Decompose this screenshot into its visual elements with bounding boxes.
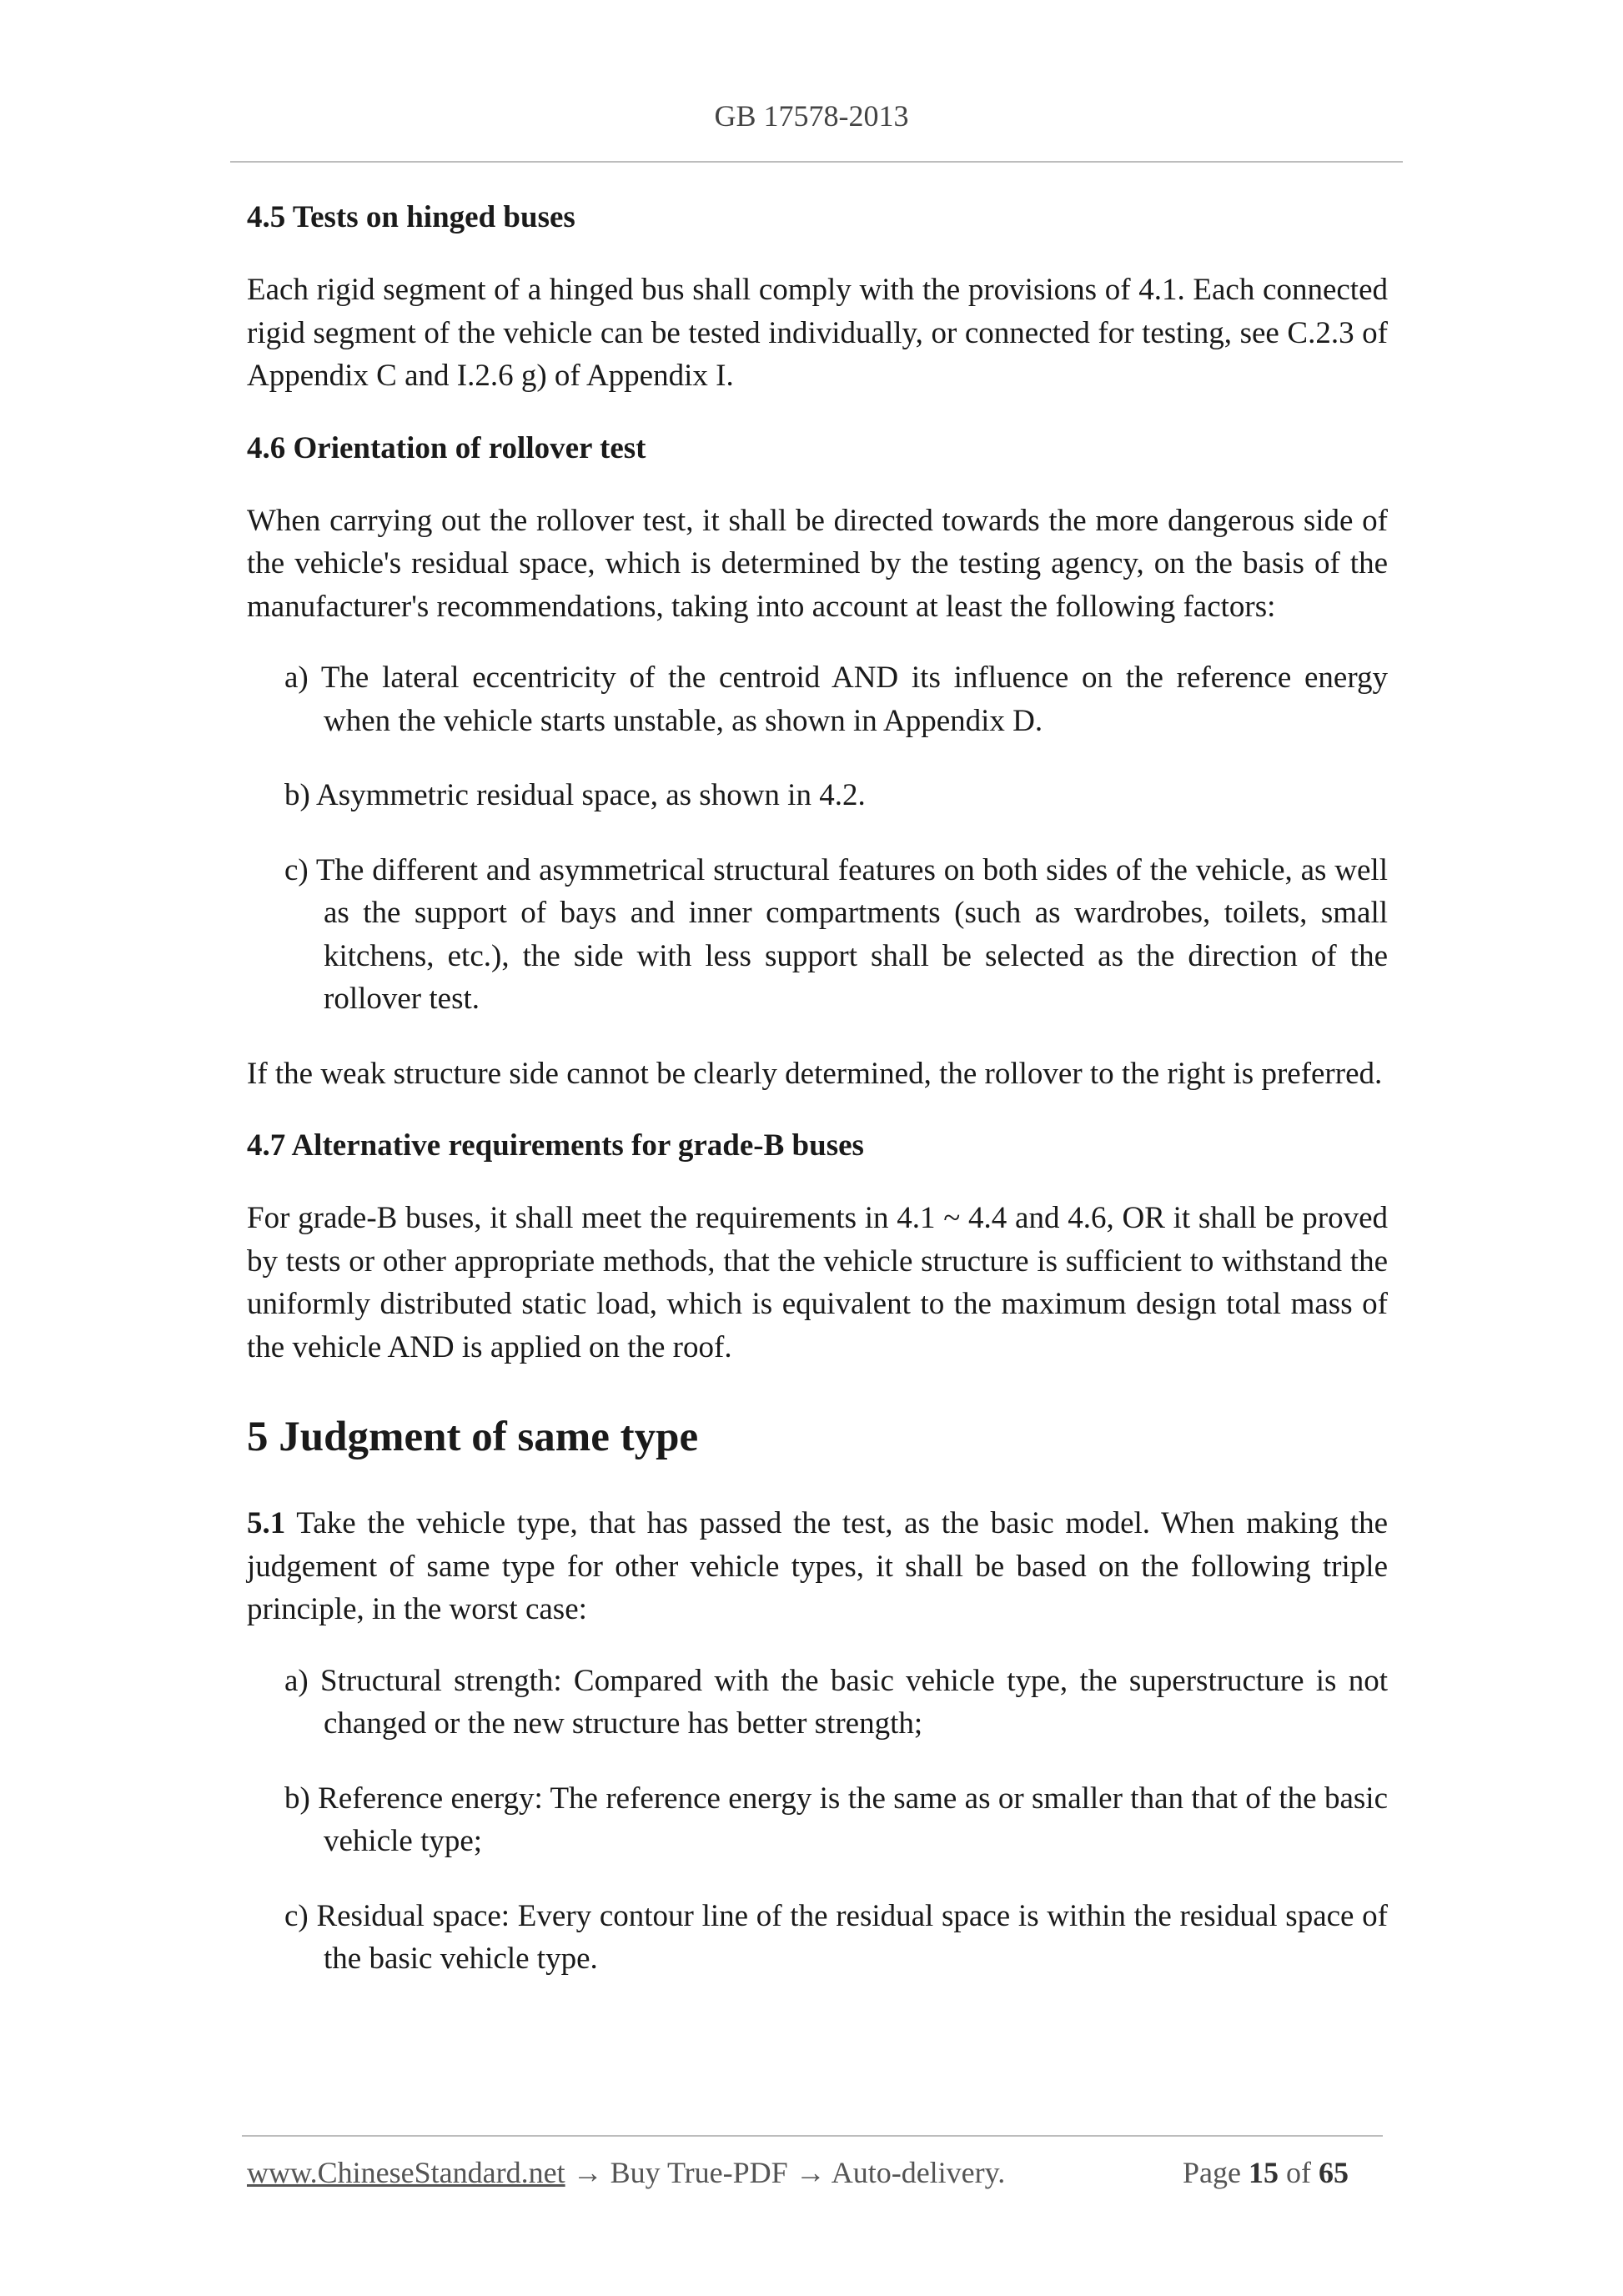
list-item: a) Structural strength: Compared with the basic vehicle type, the superstructure is not changed or the new structure has better strength; (284, 1663, 1388, 1741)
section-heading-4-5: 4.5 Tests on hinged buses (247, 200, 575, 234)
list-item: b) Asymmetric residual space, as shown in 4.2. (284, 778, 866, 812)
total-pages: 65 (1318, 2156, 1349, 2189)
paragraph (247, 1502, 1388, 1631)
arrow-right-icon: → (795, 2156, 826, 2189)
list-item: c) The different and asymmetrical structural features on both sides of the vehicle, as well as the support of bays and inner compartments (such as wardrobes, toilets, small kitchens, etc.), the side with less support shall be selected as the direction of the rollover test. (284, 852, 1388, 1016)
page-number: Page 15 of 65 (1183, 2156, 1349, 2189)
paragraph: For grade-B buses, it shall meet the requirements in 4.1 ~ 4.4 and 4.6, OR it shall be proved by tests or other appropriate methods, that the vehicle structure is sufficient to withstand the uniformly distributed static load, which is equivalent to the maximum design total mass of the vehicle AND is applied on the roof. (247, 1201, 1388, 1364)
current-page: 15 (1248, 2156, 1279, 2189)
list-item: c) Residual space: Every contour line of the residual space is within the residual space of the basic vehicle type. (284, 1898, 1388, 1976)
paragraph: If the weak structure side cannot be clearly determined, the rollover to the right is preferred. (247, 1056, 1383, 1091)
section-heading-4-7: 4.7 Alternative requirements for grade-B buses (247, 1128, 864, 1163)
section-heading-5: 5 Judgment of same type (247, 1414, 699, 1460)
list-item: b) Reference energy: The reference energy is the same as or smaller than that of the basic vehicle type; (284, 1781, 1388, 1858)
clause-number: 5.1 (247, 1506, 286, 1540)
footer-left (247, 2155, 1005, 2190)
header-divider (230, 161, 1403, 163)
clause-text: Take the vehicle type, that has passed the test, as the basic model. When making the judgement of same type for other vehicle types, it shall be based on the following triple principle, in the worst case: (247, 1506, 1388, 1626)
section-heading-4-6: 4.6 Orientation of rollover test (247, 430, 646, 465)
document-body (247, 188, 1388, 1981)
buy-text: Buy True-PDF (610, 2156, 788, 2189)
paragraph: Each rigid segment of a hinged bus shall comply with the provisions of 4.1. Each connected rigid segment of the vehicle can be tested individually, or connected for testing, see C.2.3 of Appendix C and I.2.6 g) of Appendix I. (247, 273, 1388, 393)
paragraph: When carrying out the rollover test, it shall be directed towards the more dangerous side of the vehicle's residual space, which is determined by the testing agency, on the basis of the manufacturer's recommendations, taking into account at least the following factors: (247, 503, 1388, 624)
list-item: a) The lateral eccentricity of the centroid AND its influence on the reference energy when the vehicle starts unstable, as shown in Appendix D. (284, 661, 1388, 738)
site-link[interactable]: www.ChineseStandard.net (247, 2156, 565, 2189)
delivery-text: Auto-delivery. (831, 2156, 1006, 2189)
page-header-code: GB 17578-2013 (714, 99, 909, 133)
footer-divider (242, 2135, 1383, 2137)
arrow-right-icon: → (572, 2156, 603, 2189)
